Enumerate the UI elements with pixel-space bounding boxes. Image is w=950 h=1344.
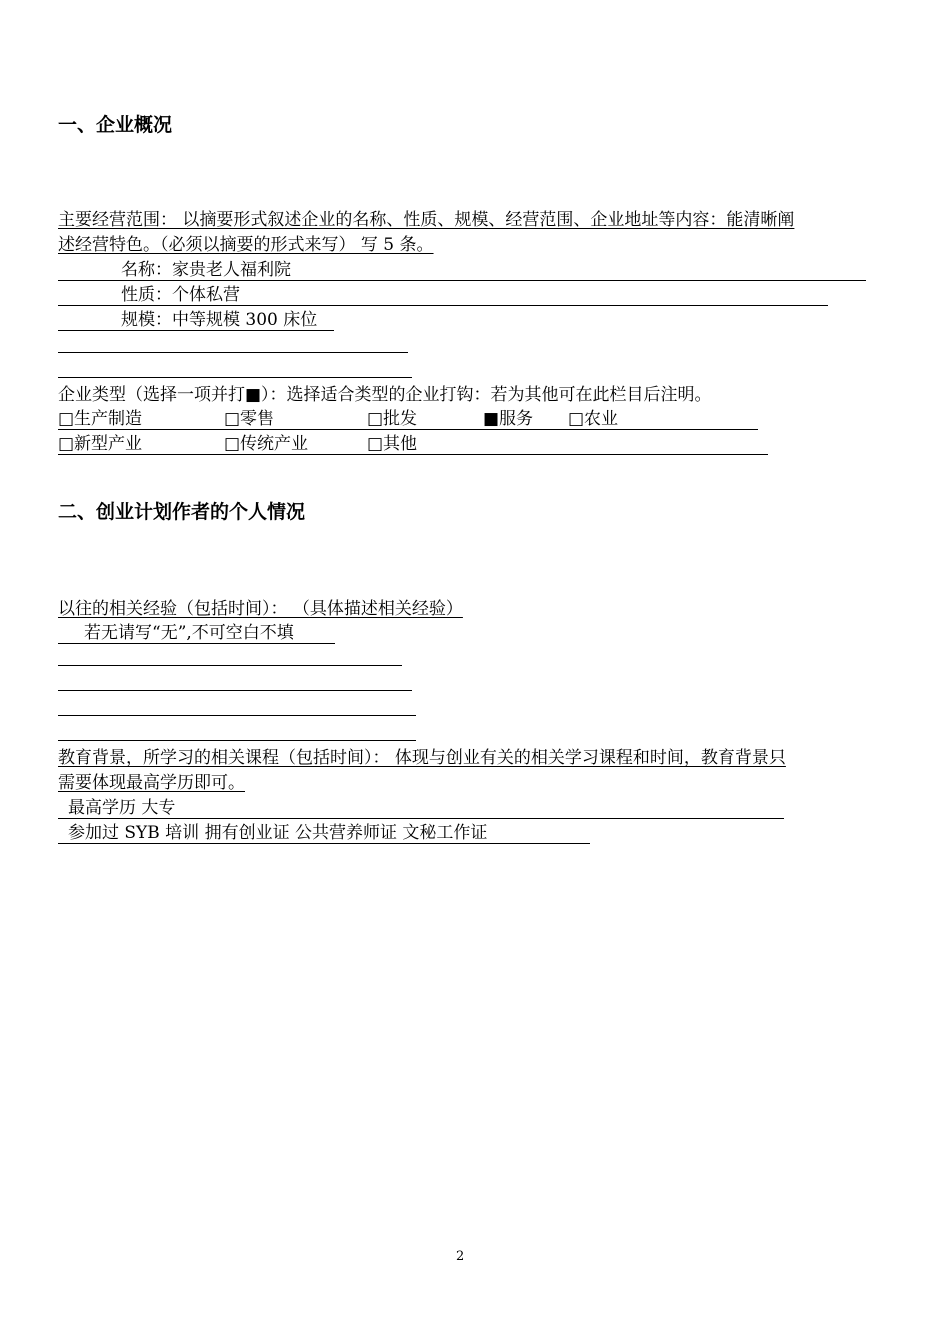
experience-line: 以往的相关经验（包括时间）： （具体描述相关经验） [58,599,463,619]
options-row2-rule [58,454,768,455]
blank-rule-5 [58,715,416,716]
option-wholesale[interactable]: □批发 [367,409,418,429]
nature-rule [58,305,828,306]
experience-note: 若无请写“无”,不可空白不填 [84,623,294,643]
education-line1: 教育背景，所学习的相关课程（包括时间）： 体现与创业有关的相关学习课程和时间，教育背景只 [58,748,786,768]
option-manufacture[interactable]: □生产制造 [58,409,143,429]
scale-rule [58,330,334,331]
highest-education-rule [58,818,784,819]
options-row1-rule [58,429,758,430]
education-line2: 需要体现最高学历即可。 [58,773,245,793]
scope-line1: 主要经营范围： 以摘要形式叙述企业的名称、性质、规模、经营范围、企业地址等内容：能清晰阐 [58,210,795,230]
blank-rule-6 [58,740,416,741]
experience-note-rule [58,643,335,644]
blank-rule-2 [58,377,412,378]
option-new-industry[interactable]: □新型产业 [58,434,143,454]
enterprise-name: 名称：家贵老人福利院 [121,260,291,280]
enterprise-nature: 性质：个体私营 [121,285,240,305]
blank-rule-3 [58,665,402,666]
option-retail[interactable]: □零售 [224,409,275,429]
option-traditional-industry[interactable]: □传统产业 [224,434,309,454]
option-agriculture[interactable]: □农业 [568,409,619,429]
name-rule [58,280,866,281]
highest-education: 最高学历 大专 [68,798,176,818]
scope-line2: 述经营特色。（必须以摘要的形式来写） 写 5 条。 [58,235,434,255]
enterprise-scale: 规模：中等规模 300 床位 [121,310,318,330]
enterprise-type-line: 企业类型（选择一项并打■）：选择适合类型的企业打钩：若为其他可在此栏目后注明。 [58,385,712,405]
certificates: 参加过 SYB 培训 拥有创业证 公共营养师证 文秘工作证 [68,823,488,843]
section1-heading: 一、企业概况 [58,114,173,136]
option-other[interactable]: □其他 [367,434,418,454]
certificates-rule [58,843,590,844]
option-service[interactable]: ■服务 [483,409,534,429]
blank-rule-1 [58,352,408,353]
section2-heading: 二、创业计划作者的个人情况 [58,501,306,523]
page-number: 2 [456,1249,465,1264]
blank-rule-4 [58,690,412,691]
